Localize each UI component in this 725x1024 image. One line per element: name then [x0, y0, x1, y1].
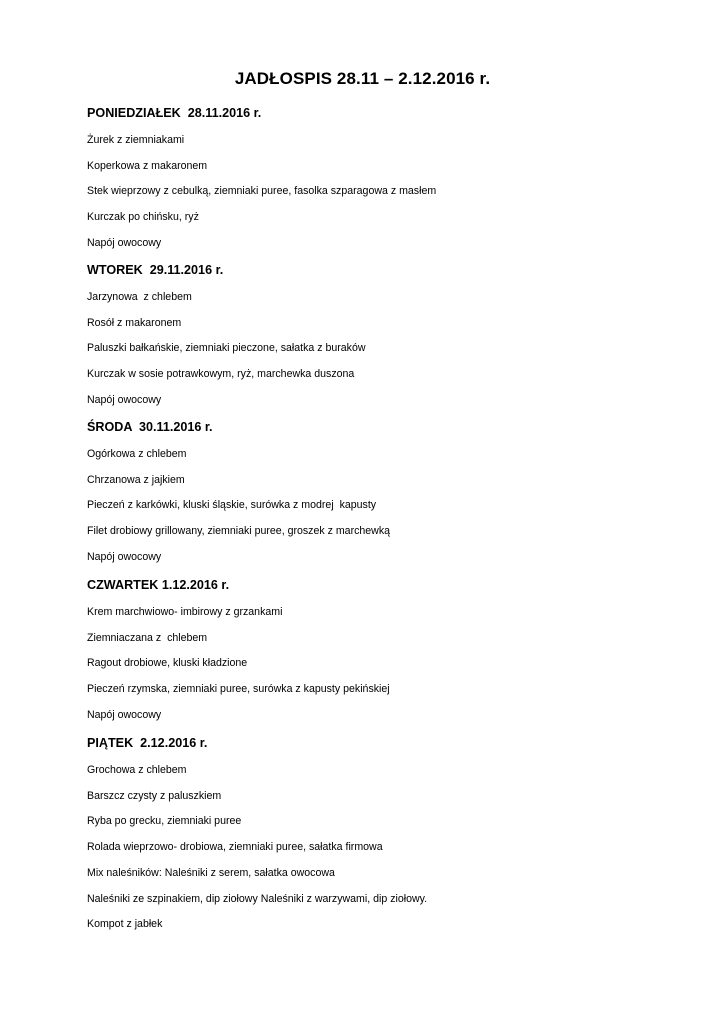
- dish-item: Stek wieprzowy z cebulką, ziemniaki puree, fasolka szparagowa z masłem: [87, 185, 437, 198]
- dish-item: Rosół z makaronem: [87, 316, 182, 329]
- day-heading: CZWARTEK 1.12.2016 r.: [87, 578, 230, 592]
- day-heading: PIĄTEK 2.12.2016 r.: [87, 736, 208, 750]
- dish-item: Napój owocowy: [87, 236, 162, 249]
- dish-list: [87, 436, 647, 566]
- dish-item: Naleśniki ze szpinakiem, dip ziołowy Naleśniki z warzywami, dip ziołowy.: [87, 892, 428, 905]
- document-title: JADŁOSPIS 28.11 – 2.12.2016 r.: [234, 69, 491, 88]
- day-friday: [87, 734, 647, 933]
- dish-item: Kurczak w sosie potrawkowym, ryż, marchewka duszona: [87, 368, 355, 381]
- dish-item: Żurek z ziemniakami: [87, 134, 185, 146]
- dish-item: Paluszki bałkańskie, ziemniaki pieczone, sałatka z buraków: [87, 342, 366, 355]
- dish-item: Barszcz czysty z paluszkiem: [87, 789, 222, 802]
- dish-item: Grochowa z chlebem: [87, 764, 187, 776]
- dish-item: Ryba po grecku, ziemniaki puree: [87, 815, 242, 828]
- dish-item: Jarzynowa z chlebem: [87, 291, 192, 303]
- dish-item: Napój owocowy: [87, 708, 162, 721]
- dish-item: Ogórkowa z chlebem: [87, 448, 187, 460]
- dish-item: Kurczak po chińsku, ryż: [87, 211, 199, 224]
- dish-list: [87, 122, 647, 252]
- dish-item: Chrzanowa z jajkiem: [87, 473, 185, 486]
- day-heading: ŚRODA 30.11.2016 r.: [87, 420, 213, 434]
- dish-item: Ziemniaczana z chlebem: [87, 631, 208, 644]
- dish-item: Kompot z jabłek: [87, 918, 163, 931]
- dish-item: Pieczeń rzymska, ziemniaki puree, surówka z kapusty pekińskiej: [87, 683, 390, 696]
- day-heading: WTOREK 29.11.2016 r.: [87, 263, 224, 277]
- day-thursday: [87, 576, 647, 724]
- dish-item: Mix naleśników: Naleśniki z serem, sałatka owocowa: [87, 866, 335, 879]
- dish-item: Krem marchwiowo- imbirowy z grzankami: [87, 606, 283, 618]
- day-tuesday: [87, 261, 647, 409]
- dish-list: [87, 752, 647, 933]
- dish-item: Koperkowa z makaronem: [87, 159, 208, 172]
- dish-item: Napój owocowy: [87, 550, 162, 563]
- day-monday: [87, 104, 647, 252]
- dish-item: Pieczeń z karkówki, kluski śląskie, surówka z modrej kapusty: [87, 499, 377, 512]
- day-heading: PONIEDZIAŁEK 28.11.2016 r.: [87, 106, 262, 120]
- dish-list: [87, 279, 647, 409]
- day-wednesday: [87, 418, 647, 566]
- dish-list: [87, 594, 647, 724]
- dish-item: Filet drobiowy grillowany, ziemniaki puree, groszek z marchewką: [87, 525, 391, 538]
- dish-item: Rolada wieprzowo- drobiowa, ziemniaki puree, sałatka firmowa: [87, 841, 383, 854]
- dish-item: Napój owocowy: [87, 393, 162, 406]
- dish-item: Ragout drobiowe, kluski kładzione: [87, 657, 248, 670]
